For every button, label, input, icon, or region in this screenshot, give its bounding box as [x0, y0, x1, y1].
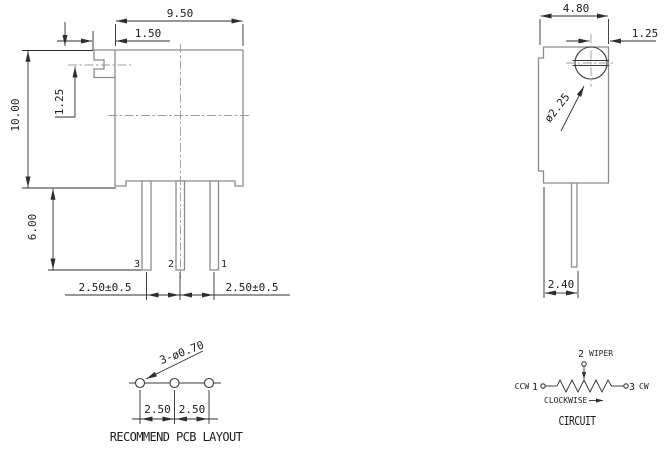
front-view [9, 7, 290, 300]
pcb-layout-title: RECOMMEND PCB LAYOUT [109, 430, 243, 444]
dim-front-height [22, 51, 116, 189]
dim-front-height-label: 10.00 [9, 98, 22, 132]
side-pin [572, 183, 578, 267]
circuit-terminal-2 [582, 362, 586, 366]
dim-pin-length [48, 189, 141, 270]
circuit-cw-label: CW [639, 382, 649, 391]
circuit-title: CIRCUIT [558, 413, 596, 429]
circuit-terminal-1 [541, 384, 545, 388]
circuit-pin2-number: 2 [577, 349, 585, 360]
dim-slot-inset-label: 1.50 [134, 27, 162, 40]
pcb-pitch-a-label: 2.50 [144, 403, 171, 416]
front-pin3-number: 3 [133, 259, 141, 270]
front-pin-3 [142, 181, 151, 270]
front-pin1-number: 1 [220, 259, 228, 270]
circuit-pin3-number: 3 [628, 382, 636, 393]
pcb-layout [110, 338, 243, 444]
circuit-clockwise-label: CLOCKWISE [544, 396, 588, 405]
pcb-hole-2 [170, 379, 179, 388]
pcb-pitch-b-label: 2.50 [178, 403, 206, 416]
dim-pitch-right-label: 2.50±0.5 [225, 281, 279, 294]
front-body-outline [115, 50, 243, 186]
dim-tab-reference [57, 22, 93, 50]
dim-slot-center-label: 1.25 [53, 88, 66, 116]
dim-side-pin-offset-label: 2.40 [547, 278, 575, 291]
dim-screw-offset-label: 1.25 [631, 27, 659, 40]
circuit-diagram [515, 349, 649, 428]
circuit-ccw-label: CCW [514, 382, 530, 391]
pcb-hole-3 [136, 379, 145, 388]
circuit-terminal-3 [624, 384, 628, 388]
pcb-holes-note: 3-ø0.70 [157, 338, 206, 368]
dim-side-depth-label: 4.80 [562, 2, 590, 15]
circuit-pin1-number: 1 [531, 382, 539, 393]
front-pin2-number: 2 [167, 259, 175, 270]
circuit-wiper-label: WIPER [589, 349, 614, 358]
pcb-hole-1 [205, 379, 214, 388]
dim-pitch-left-label: 2.50±0.5 [78, 281, 132, 294]
front-pin-1 [210, 181, 219, 270]
dim-pin-length-label: 6.00 [26, 213, 39, 241]
side-view [539, 2, 659, 298]
resistor-zigzag [557, 380, 612, 392]
dim-screw-dia-label: ø2.25 [541, 90, 573, 125]
dim-front-width-label: 9.50 [166, 7, 194, 20]
front-adjust-tab-outline [94, 50, 115, 78]
